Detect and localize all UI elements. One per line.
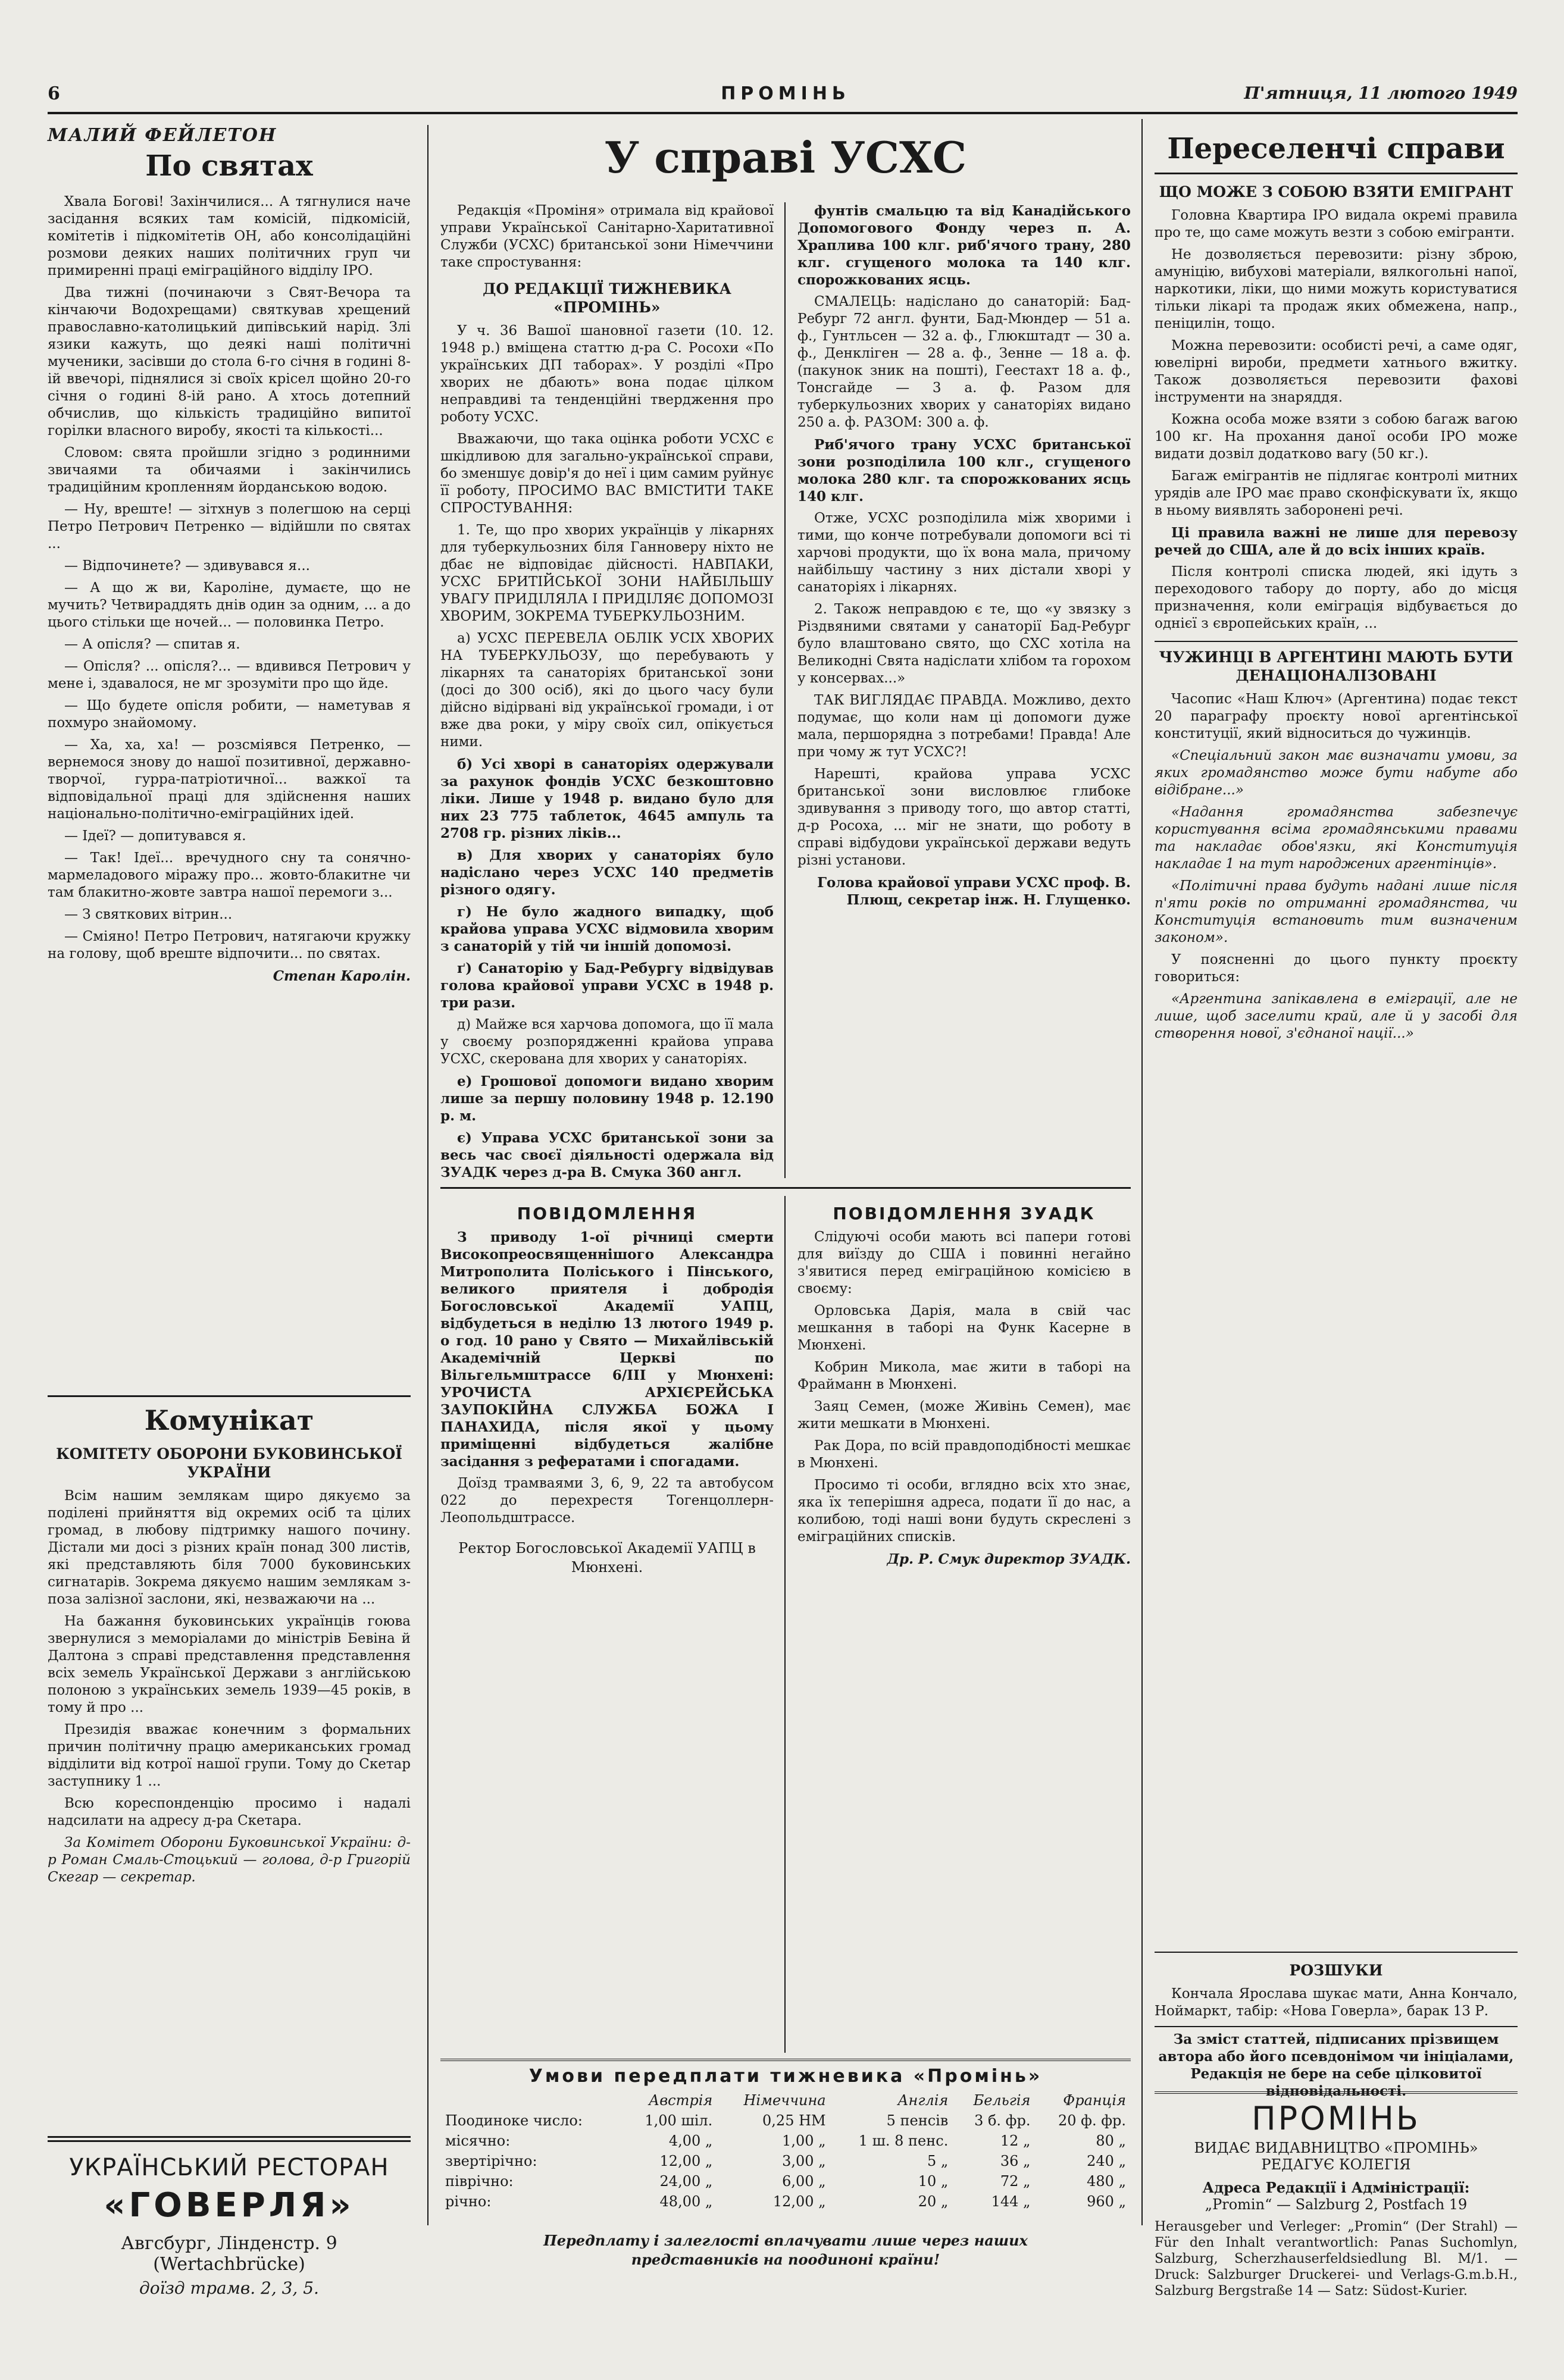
feuilleton-paragraph: — А опісля? — спитав я. <box>64 637 240 652</box>
ushch-paragraph: 1. Те, що про хворих українців у лікарнях для туберкульозних біля Ганноверу ніхто не дбає не відповідає дійсності. НАВПАКИ, УСХС БРИТІЙСЬКОЇ ЗОНИ НАЙБІЛЬШУ УВАГУ ПРИДІЛЯЛА І ПРИДІЛЯЄ ДОПОМОЗІ ХВОРИМ, ЗОКРЕМА ТУБЕРКУЛЬОЗНИМ. <box>440 522 774 624</box>
notice-zuadk-item: Кобрин Микола, має жити в таборі на Фрайманн в Мюнхені. <box>797 1360 1131 1392</box>
communique-paragraph: Всім нашим землякам щиро дякуємо за поділені прийняття від окремих осіб та цілих громад, в любову підтримку нашого почину. Дістали ми досі з різних країн понад 300 листів, які представляють біля 7000 буковинських сигнатарів. Зокрема дякуємо нашим землякам з-поза залізної заслони, які, незважаючи на ... <box>48 1488 411 1607</box>
resettlement-paragraph: Не дозволяється перевозити: різну зброю, амуніцію, вибухові матеріали, вялкогольні напої, наркотики, ліки, що ними можуть користуватися тільки лікарі та продаж яких обмежена, напр., пеніцилін, тощо. <box>1155 247 1518 331</box>
resettlement-heading: ЧУЖИНЦІ В АРГЕНТИНІ МАЮТЬ БУТИ ДЕНАЦІОНАЛІЗОВАНІ <box>1155 641 1518 685</box>
column-divider <box>784 202 786 1178</box>
table-cell: 5 „ <box>927 2153 949 2169</box>
ushch-paragraph: Нарешті, крайова управа УСХС британської зони висловлює глибоке здивування з приводу того, що автор статті, д-р Росоха, ... міг не знати, що роботу в справі відбудови української держави ведуть різні установи. <box>797 766 1131 868</box>
ushch-paragraph: г) Не було жадного випадку, щоб крайова управа УСХС відмовила хворим з санаторій у тій чи іншій допомозі. <box>440 904 774 954</box>
table-cell: 5 пенсів <box>886 2112 949 2129</box>
search-notice <box>1155 1952 1518 2024</box>
ushch-paragraph: Вважаючи, що така оцінка роботи УСХС є шкідливою для загально-української справи, бо зменшує довір'я до неї і цим самим руйнує її роботу, ПРОСИМО ВАС ВМІСТИТИ ТАКЕ СПРОСТУВАННЯ: <box>440 431 774 516</box>
ushch-paragraph: а) УСХС ПЕРЕВЕЛА ОБЛІК УСІХ ХВОРИХ НА ТУБЕРКУЛЬОЗУ, що перебувають у лікарнях та санаторіях британської зони (досі до 300 осіб), які до цього часу були дійсно відірвані від української громади, і от вже два роки, у міру своїх сил, опікується ними. <box>440 631 774 750</box>
table-row <box>440 2151 1131 2171</box>
issue-date: П'ятниця, 11 лютого 1949 <box>1244 83 1518 103</box>
table-cell: 20 „ <box>918 2193 949 2210</box>
resettlement-paragraph: «Спеціальний закон має визначати умови, за яких громадянство може бути набуте або відібране...» <box>1155 748 1518 798</box>
table-cell: 48,00 „ <box>659 2193 713 2210</box>
communique <box>48 1404 411 2130</box>
feuilleton-paragraph: — Так! Ідеї... вречудного сну та сонячно-мармеладового міражу про... жовто-блакитне чи там блакитно-жовте завтра нашої перемоги з... <box>48 850 411 900</box>
imprint-legal: Herausgeber und Verleger: „Promin“ (Der Strahl) — Für den Inhalt verantwortlich: Panas Suchomlyn, Salzburg, Scherzhauserfeldsiedlung Bl. M/1. — Druck: Salzburger Druckerei- und Verlags-G.m.b.H., Salzburg Bergstraße 14 — Satz: Südost-Kurier. <box>1155 2219 1518 2298</box>
communique-signature: За Комітет Оборони Буковинської України: д-р Роман Смаль-Стоцький — голова, д-р Григорій Скегар — секретар. <box>48 1835 411 1885</box>
ushch-column-right <box>797 202 1131 1178</box>
ushch-paragraph: 2. Також неправдою є те, що «у звязку з Різдвяними святами у санаторії Бад-Ребург було влаштовано свято, що СХС хотіла на Великодні Свята надіслати хлібом та горохом у консервах...» <box>797 602 1131 686</box>
column-divider <box>784 1196 786 2053</box>
ushch-signature: Голова крайової управи УСХС проф. В. Плющ, секретар інж. Н. Глущенко. <box>817 875 1131 908</box>
subscription-note-text: Передплату і залеглості вплачувати лише через наших представників на поодиноні країни! <box>543 2232 1028 2268</box>
ushch-intro: Редакція «Проміня» отримала від крайової управи Української Санітарно-Харитативної Служби (УСХС) британської зони Німеччини таке спростування: <box>440 203 774 270</box>
table-cell: піврічно: <box>445 2173 514 2190</box>
restaurant-name: «ГОВЕРЛЯ» <box>104 2186 355 2225</box>
resettlement-heading: ЩО МОЖЕ З СОБОЮ ВЗЯТИ ЕМІГРАНТ <box>1159 183 1513 201</box>
notice-seminary-signature: Ректор Богословської Академії УАПЦ в Мюнхені. <box>458 1540 756 1576</box>
feuilleton-paragraph: — Що будете опісля робити, — наметував я похмуро знайомому. <box>48 698 411 731</box>
table-row <box>440 2171 1131 2191</box>
column-divider <box>427 125 428 2225</box>
resettlement-paragraph: Після контролі списка людей, які ідуть з переходового табору до порту, або до місця призначення, коли еміграція відбувається до однієї з європейських країн, ... <box>1155 564 1518 631</box>
ushch-title <box>440 125 1131 196</box>
resettlement-title: Переселенчі справи <box>1155 125 1518 174</box>
restaurant-address: Авгсбург, Лінденстр. 9 (Wertachbrücke) <box>121 2233 337 2275</box>
table-cell: Поодиноке число: <box>445 2112 583 2129</box>
table-cell: 1 ш. 8 пенс. <box>858 2132 949 2149</box>
resettlement-paragraph: Можна перевозити: особисті речі, а саме одяг, ювелірні вироби, предмети хатнього вжитку. Також дозволяється перевозити фахові інструменти на знаряддя. <box>1155 338 1518 405</box>
column-header: Франція <box>1063 2092 1126 2109</box>
resettlement-paragraph: Кожна особа може взяти з собою багаж вагою 100 кг. На прохання даної особи ІРО може видати дозвіл додатково вагу (50 кг.). <box>1155 412 1518 462</box>
resettlement-paragraph: Часопис «Наш Ключ» (Аргентина) подає текст 20 параграфу проєкту нової аргентінської конституції, який відноситься до чужинців. <box>1155 691 1518 741</box>
table-cell: 1,00 шіл. <box>645 2112 713 2129</box>
communique-paragraph: Президія вважає конечним з формальних причин політичну працю американських громад відділити від котрої нашої групи. Тому до Скетар заступнику 1 ... <box>48 1722 411 1789</box>
table-cell: місячно: <box>445 2132 511 2149</box>
feuilleton-paragraph: Словом: свята пройшли згідно з родинними звичаями та обичаями і закінчились традиційним кропленням йорданською водою. <box>48 445 411 495</box>
feuilleton <box>48 125 411 1386</box>
notice-seminary-title: ПОВІДОМЛЕННЯ <box>517 1204 697 1223</box>
table-row <box>440 2110 1131 2131</box>
ushch-paragraph: СМАЛЕЦЬ: надіслано до санаторій: Бад-Ребург 72 англ. фунти, Бад-Мюндер — 51 а. ф., Гунтльсен — 32 а. ф., Глюкштадт — 30 а. ф., Денкліген — 28 а. ф., Зенне — 18 а. ф. (пакунок зник на пошті), Геестахт 18 а. ф., Тонсгайде — 3 а. ф. Разом для туберкульозних хворих у санаторіях видано 250 а. ф. РАЗОМ: 300 а. ф. <box>797 294 1131 430</box>
table-cell: річно: <box>445 2193 492 2210</box>
feuilleton-title: По святах <box>145 149 313 183</box>
feuilleton-author: Степан Каролін. <box>273 968 411 984</box>
table-cell: 12,00 „ <box>772 2193 826 2210</box>
subscription-box <box>440 2059 1131 2231</box>
imprint-editorial: РЕДАГУЄ КОЛЕГІЯ <box>1261 2156 1411 2173</box>
feuilleton-paragraph: — Відпочинете? — здивувався я... <box>64 558 310 574</box>
table-cell: 480 „ <box>1087 2173 1126 2190</box>
notice-zuadk-item: Заяц Семен, (може Живінь Семен), має жити мешкати в Мюнхені. <box>797 1399 1131 1432</box>
notice-seminary <box>440 1196 774 2053</box>
column-header: Австрія <box>649 2092 713 2109</box>
feuilleton-paragraph: — Опісля? ... опісля?... — вдивився Петрович у мене і, здавалося, не мг зрозуміти про що йде. <box>48 659 411 691</box>
imprint <box>1155 2091 1518 2338</box>
feuilleton-paragraph: — Сміяно! Петро Петрович, натягаючи кружку на голову, щоб вреште відпочити... по святах. <box>48 929 411 962</box>
communique-subtitle: КОМІТЕТУ ОБОРОНИ БУКОВИНСЬКОЇ УКРАЇНИ <box>56 1445 402 1481</box>
restaurant-directions: доїзд трамв. 2, 3, 5. <box>139 2278 319 2298</box>
ushch-paragraph: є) Управа УСХС британської зони за весь час своєї діяльності одержала від ЗУАДК через д-ра В. Смука 360 англ. <box>440 1130 774 1180</box>
table-row <box>440 2131 1131 2151</box>
notice-zuadk-signature: Др. Р. Смук директор ЗУАДК. <box>887 1551 1131 1567</box>
section-rule <box>48 1395 411 1397</box>
imprint-address: „Promin“ — Salzburg 2, Postfach 19 <box>1205 2196 1468 2213</box>
column-divider <box>1141 119 1143 2225</box>
column-header: Англія <box>897 2092 949 2109</box>
resettlement-paragraph: «Аргентина запікавлена в еміграції, але не лише, щоб заселити край, але й у засобі для створення нової, з'єднаної нації...» <box>1155 991 1518 1041</box>
feuilleton-paragraph: — Ха, ха, ха! — розсміявся Петренко, — вернемося знову до нашої позитивної, державно-творчої, гурра-патріотичної... важкої та відповідальної праці для здійснення наших національно-політично-еміграційних ідей. <box>48 737 411 822</box>
disclaimer <box>1155 2026 1518 2099</box>
column-header <box>440 2090 622 2110</box>
table-cell: звертірічно: <box>445 2153 537 2169</box>
ushch-paragraph: ТАК ВИГЛЯДАЄ ПРАВДА. Можливо, дехто подумає, що коли нам ці допомоги дуже мала, першорядна з потребами! Правда! Але при чому ж тут УСХС?! <box>797 693 1131 760</box>
ushch-paragraph: ґ) Санаторію у Бад-Ребургу відвідував голова крайової управи УСХС в 1948 р. три рази. <box>440 960 774 1011</box>
feuilleton-rubric: МАЛИЙ ФЕЙЛЕТОН <box>48 125 277 146</box>
page-header <box>48 82 1518 109</box>
disclaimer-text: За зміст статтей, підписаних прізвищем автора або його псевдонімом чи ініціалами, Редакція не бере на себе цілковитої відповідальності. <box>1158 2031 1514 2099</box>
restaurant-line1: УКРАЇНСЬКИЙ РЕСТОРАН <box>69 2154 389 2181</box>
notice-seminary-text: З приводу 1-ої річниці смерти Високопреосвященнішого Александра Митрополита Поліського і Пінського, великого приятеля і добродія Богословської Академії УАПЦ, відбудеться в неділю 13 лютого 1949 р. о год. 10 рано у Свято — Михайлівській Академічній Церкві по Вільгельмштрассе 6/III у Мюнхені: УРОЧИСТА АРХІЄРЕЙСЬКА ЗАУПОКІЙНА СЛУЖБА БОЖА І ПАНАХИДА, після якої у цьому приміщенні відбудеться жалібне засідання з рефератами і спогадами. <box>440 1229 774 1470</box>
section-rule <box>440 1187 1131 1189</box>
table-cell: 72 „ <box>1000 2173 1031 2190</box>
table-cell: 80 „ <box>1096 2132 1126 2149</box>
paper-name: ПРОМІНЬ <box>721 83 850 104</box>
notice-zuadk-closing: Просимо ті особи, вглядно всіх хто знає, яка їх теперішня адреса, подати її до нас, а колибою, тоді наші вони будуть скреслені з еміграційних списків. <box>797 1477 1131 1545</box>
table-cell: 10 „ <box>918 2173 949 2190</box>
table-cell: 6,00 „ <box>782 2173 826 2190</box>
imprint-name: ПРОМІНЬ <box>1252 2100 1421 2137</box>
ushch-paragraph: е) Грошової допомоги видано хворим лише за першу половину 1948 р. 12.190 р. м. <box>440 1073 774 1124</box>
notice-zuadk <box>797 1196 1131 2053</box>
table-cell: 24,00 „ <box>659 2173 713 2190</box>
ushch-paragraph: фунтів смальцю та від Канадійського Допомогового Фонду через п. А. Храплива 100 клг. риб'ячого трану, 280 клг. сгущеного молока та 140 клг. спорожкованих ясць. <box>797 203 1131 288</box>
communique-title: Комунікат <box>144 1404 314 1436</box>
restaurant-ad <box>48 2136 411 2332</box>
table-cell: 12 „ <box>1000 2132 1031 2149</box>
feuilleton-paragraph: — А що ж ви, Кароліне, думаєте, що не мучить? Четвираддять днів один за одним, ... а до цього стільки ще ночей... — половинка Петро. <box>48 580 411 630</box>
imprint-publisher: ВИДАЄ ВИДАВНИЦТВО «ПРОМІНЬ» <box>1194 2140 1478 2156</box>
ushch-paragraph: д) Майже вся харчова допомога, що її мала у своєму розпорядженні крайова управа УСХС, скерована для хворих у санаторіях. <box>440 1017 774 1067</box>
resettlement-paragraph: Головна Квартира ІРО видала окремі правила про те, що саме можуть везти з собою емігранти. <box>1155 208 1518 240</box>
notice-zuadk-title: ПОВІДОМЛЕННЯ ЗУАДК <box>833 1204 1096 1223</box>
feuilleton-paragraph: — Ідеї? — допитувався я. <box>64 828 246 844</box>
table-cell: 960 „ <box>1087 2193 1126 2210</box>
feuilleton-paragraph: Хвала Богові! Захінчилися... А тягнулися наче засідання всяких там комісій, підкомісій, комітетів і підкомітетів ОН, або консолідаційні розмови деяких наших політичних груп чи примиренні праці еміграційного відділу ІРО. <box>48 194 411 278</box>
column-header: Бельгія <box>973 2092 1031 2109</box>
resettlement-paragraph: «Політичні права будуть надані лише після п'яти років по отриманні громадянства, чи Конституція встановить тим визначеним законом». <box>1155 878 1518 945</box>
table-cell: 240 „ <box>1087 2153 1126 2169</box>
communique-paragraph: На бажання буковинських українців гоюва звернулися з меморіалами до міністрів Бевіна й Далтона з справі представлення представлення всіх земель Української Держави з англійською полоною з українських земель 1939—45 років, в тому й про ... <box>48 1614 411 1715</box>
header-rule <box>48 112 1518 114</box>
ushch-paragraph: б) Усі хворі в санаторіях одержували за рахунок фондів УСХС безкоштовно ліки. Лише у 1948 р. видано було для них 23 775 таблеток, 4645 ампуль та 2708 гр. різних ліків... <box>440 756 774 841</box>
notice-zuadk-item: Орловська Дарія, мала в свій час мешкання в таборі на Функ Касерне в Мюнхені. <box>797 1303 1131 1353</box>
subscription-table <box>440 2090 1131 2212</box>
table-cell: 0,25 НМ <box>762 2112 826 2129</box>
feuilleton-paragraph: — З святкових вітрин... <box>64 907 233 922</box>
ushch-heading: ДО РЕДАКЦІЇ ТИЖНЕВИКА «ПРОМІНЬ» <box>483 280 731 316</box>
ushch-column-left <box>440 202 774 1178</box>
table-cell: 12,00 „ <box>659 2153 713 2169</box>
search-text: Кончала Ярослава шукає мати, Анна Кончало, Ноймаркт, табір: «Нова Говерла», барак 13 Р. <box>1155 1986 1518 2019</box>
notice-zuadk-item: Рак Дора, по всій правдоподібності мешкає в Мюнхені. <box>797 1438 1131 1471</box>
table-cell: 4,00 „ <box>668 2132 713 2149</box>
column-header: Німеччина <box>743 2092 826 2109</box>
ushch-paragraph: Риб'ячого трану УСХС британської зони розподілила 100 клг., сгущеного молока 280 клг. та спорожкованих ясць 140 клг. <box>797 437 1131 505</box>
ushch-title-text: У справі УСХС <box>604 132 967 183</box>
imprint-address-label: Адреса Редакції і Адміністрації: <box>1202 2179 1470 2196</box>
resettlement-paragraph: Ці правила важні не лише для перевозу речей до США, але й до всіх інших країв. <box>1155 525 1518 558</box>
subscription-title: Умови передплати тижневика «Промінь» <box>528 2066 1043 2087</box>
subscription-note <box>536 2231 1036 2273</box>
resettlement <box>1155 125 1518 1946</box>
table-cell: 3,00 „ <box>782 2153 826 2169</box>
table-cell: 20 ф. фр. <box>1058 2112 1126 2129</box>
resettlement-paragraph: У поясненні до цього пункту проєкту говориться: <box>1155 952 1518 985</box>
notice-seminary-directions: Доїзд трамваями 3, 6, 9, 22 та автобусом 022 до перехрестя Тогенцоллерн-Леопольдштрассе. <box>440 1476 774 1526</box>
notice-zuadk-intro: Слідуючі особи мають всі папери готові для виїзду до США і повинні негайно з'явитися перед еміграційною комісією в своєму: <box>797 1229 1131 1297</box>
ushch-paragraph: Отже, УСХС розподілила між хворими і тими, що конче потребували допомоги всі ті харчові продукти, що їх вона мала, причому найбільшу частину з них дістали хворі у санаторіях і лікарнях. <box>797 511 1131 595</box>
feuilleton-paragraph: Два тижні (починаючи з Свят-Вечора та кінчаючи Водохрещами) святкував хрещений православно-католицький дипівський нарід. Злі язики кажуть, що деякі наші політичні мученики, засівши до стола 6-го січня в годині 8-ій ввечорі, піднялися зі своїх крісел щойно 20-го січня о годині 8-ій рано. А хтось дотепний обчислив, що кількість традиційно випитої горілки власного виробу, якості та кількості... <box>48 285 411 439</box>
table-cell: 3 б. фр. <box>974 2112 1031 2129</box>
table-cell: 144 „ <box>991 2193 1031 2210</box>
communique-paragraph: Всю кореспонденцію просимо і надалі надсилати на адресу д-ра Скетара. <box>48 1796 411 1828</box>
table-row <box>440 2191 1131 2212</box>
search-heading: РОЗШУКИ <box>1289 1962 1383 1979</box>
feuilleton-paragraph: — Ну, вреште! — зітхнув з полегшою на серці Петро Петрович Петренко — відійшли по святах ... <box>48 502 411 552</box>
resettlement-paragraph: «Надання громадянства забезпечує користування всіма громадянськими правами та накладає обов'язки, які Конституція накладає 1 на тут народжених аргентінців». <box>1155 804 1518 872</box>
table-cell: 36 „ <box>1000 2153 1031 2169</box>
page-number: 6 <box>48 83 60 104</box>
table-header-row <box>440 2090 1131 2110</box>
ushch-paragraph: в) Для хворих у санаторіях було надіслано через УСХС 140 предметів різного одягу. <box>440 847 774 898</box>
table-cell: 1,00 „ <box>782 2132 826 2149</box>
resettlement-paragraph: Багаж емігрантів не підлягає контролі митних урядів але ІРО має право сконфіскувати їх, якщо в ньому виявлять заборонені речі. <box>1155 468 1518 518</box>
ushch-paragraph: У ч. 36 Вашої шановної газети (10. 12. 1948 р.) вміщена статтю д-ра С. Росохи «По українських ДП таборах». У розділі «Про хворих не дбають» вона подає цілком неправдиві та тенденційні твердження про роботу УСХС. <box>440 323 774 425</box>
